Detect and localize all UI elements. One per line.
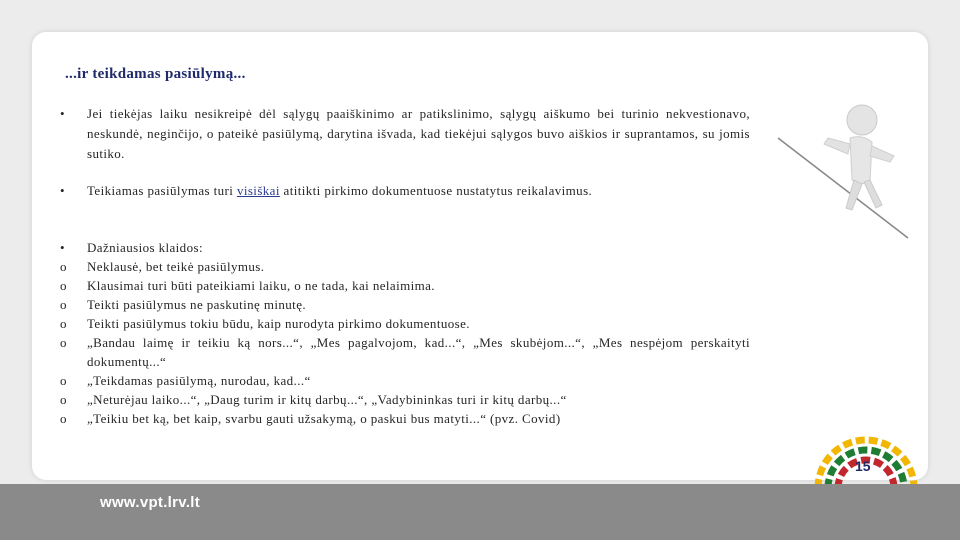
sub-marker: o (60, 316, 67, 331)
footer-bar (0, 484, 960, 540)
list-item (60, 276, 750, 295)
sub-marker: o (60, 373, 67, 388)
bullet-marker: • (60, 183, 65, 198)
bullet-marker: • (60, 240, 65, 255)
list-item (60, 390, 750, 409)
list-item-text: Klausimai turi būti pateikiami laiku, o ne tada, kai nelaimima. (87, 278, 435, 293)
page-number: 15 (855, 458, 871, 474)
sub-marker: o (60, 335, 67, 350)
list-item-text: „Neturėjau laiko...“, „Daug turim ir kitų darbų...“, „Vadybininkas turi ir kitų darbų...“ (87, 392, 567, 407)
list-item-text: „Bandau laimę ir teikiu ką nors...“, „Mes pagalvojom, kad...“, „Mes skubėjom...“, „Mes nespėjom perskaityti dokumentų...“ (87, 335, 750, 369)
emphasis-link[interactable]: visiškai (236, 183, 280, 198)
tricolor-arc-logo (800, 420, 930, 488)
bullet-2 (60, 181, 750, 201)
bullet-marker: • (60, 106, 65, 121)
errors-list (60, 238, 750, 428)
list-item-text: Teikti pasiūlymus tokiu būdu, kaip nurodyta pirkimo dokumentuose. (87, 316, 470, 331)
list-item-text: Teikti pasiūlymus ne paskutinę minutę. (87, 297, 307, 312)
bullet-text-before: Teikiamas pasiūlymas turi (87, 183, 237, 198)
tightrope-figure-illustration (776, 98, 912, 242)
bullet-text: Jei tiekėjas laiku nesikreipė dėl sąlygų paaiškinimo ar patikslinimo, sąlygų aiškumo bei turinio nekvestionavo, neskundė, neginčijo, o pateikė pasiūlymą, darytina išvada, kad tiekėjui sąlygos buvo aiškios ir suprantamos, su jomis sutiko. (87, 106, 750, 161)
errors-heading: Dažniausios klaidos: (87, 240, 203, 255)
list-item (60, 295, 750, 314)
slide-title: ...ir teikdamas pasiūlymą... (65, 66, 246, 82)
sub-marker: o (60, 259, 67, 274)
list-item-text: „Teikdamas pasiūlymą, nurodau, kad...“ (87, 373, 311, 388)
sub-marker: o (60, 278, 67, 293)
list-item (60, 409, 750, 428)
sub-marker: o (60, 411, 67, 426)
list-item-text: „Teikiu bet ką, bet kaip, svarbu gauti užsakymą, o paskui bus matyti...“ (pvz. Covid) (87, 411, 561, 426)
list-item-text: Neklausė, bet teikė pasiūlymus. (87, 259, 265, 274)
list-item (60, 314, 750, 333)
bullet-text-after: atitikti pirkimo dokumentuose nustatytus reikalavimus. (279, 183, 593, 198)
sub-marker: o (60, 392, 67, 407)
bullet-1 (60, 104, 750, 164)
list-item (60, 333, 750, 371)
list-item (60, 371, 750, 390)
sub-marker: o (60, 297, 67, 312)
footer-url[interactable]: www.vpt.lrv.lt (100, 494, 201, 511)
list-item (60, 257, 750, 276)
